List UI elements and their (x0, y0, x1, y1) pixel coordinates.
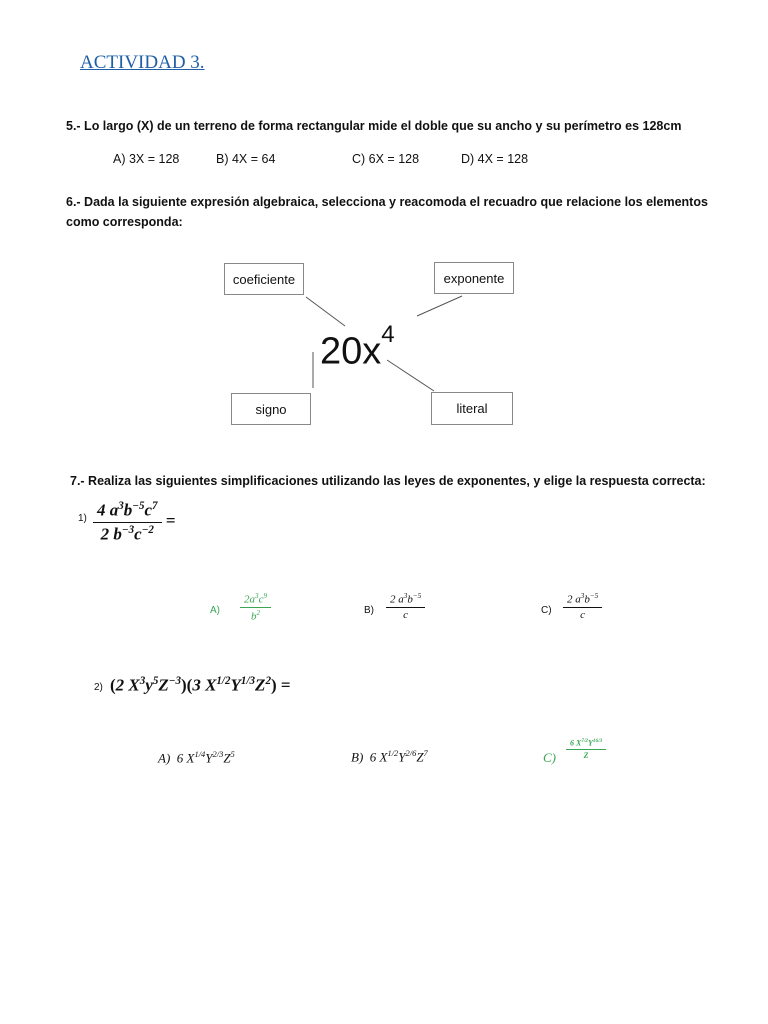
box-coeficiente[interactable]: coeficiente (224, 263, 304, 295)
algebraic-expression (320, 318, 395, 377)
question-6-text: 6.- Dada la siguiente expresión algebraica, selecciona y reacomoda el recuadro que relacione los elementos como corresponda: (66, 195, 708, 229)
q5-option-d[interactable]: D) 4X = 128 (461, 152, 529, 166)
expression-exponent: 4 (381, 321, 395, 348)
p2-option-c-label[interactable]: C) (543, 750, 556, 765)
q5-option-b[interactable]: B) 4X = 64 (216, 152, 276, 166)
box-exponente[interactable]: exponente (434, 262, 514, 294)
p2-option-c-expression[interactable]: $\frac{6 X^{7/2}Y^{16/3}}{Z}$ (566, 738, 606, 760)
p1-option-b-label[interactable]: B) (364, 605, 374, 616)
p1-option-a-expression[interactable]: $\frac{2a^3c^9}{b^2}$ (240, 592, 271, 622)
p1-option-c-label[interactable]: C) (541, 605, 552, 616)
problem-2-expression: (2 $X^3y^5Z^{-3})(3$ $X^{1/2}Y^{1/3}Z^2$) = (110, 675, 291, 695)
q5-option-c[interactable]: C) 6X = 128 (352, 152, 420, 166)
page-title: ACTIVIDAD 3. (80, 52, 205, 73)
p2-option-a[interactable]: A) 6 $X^{1/4}Y^{2/3}Z^5$ (158, 749, 235, 766)
q5-option-a[interactable]: A) 3X = 128 (113, 152, 180, 166)
question-5-text: 5.- Lo largo (X) de un terreno de forma rectangular mide el doble que su ancho y su perímetro es 128cm (66, 119, 682, 133)
problem-1-expression: $\frac{4 a^3b^{-5}c^7}{2 b^{-3}c^{-2}}$ = (93, 500, 176, 544)
p1-option-c-expression[interactable]: $\frac{2 a^3b^{-5}}{c}$ (563, 592, 602, 621)
problem-2-number: 2) (94, 682, 103, 693)
expression-base: 20x (320, 330, 382, 373)
p2-option-b-label: B) (351, 749, 364, 765)
problem-1-number: 1) (78, 513, 87, 524)
p2-option-b[interactable]: B) 6 $X^{1/2}Y^{2/6}Z^7$ (351, 748, 428, 765)
box-literal[interactable]: literal (431, 392, 513, 425)
p2-option-a-label: A) (158, 750, 171, 766)
question-7-text: 7.- Realiza las siguientes simplificaciones utilizando las leyes de exponentes, y elige la respuesta correcta: (70, 474, 706, 488)
box-signo[interactable]: signo (231, 393, 311, 425)
p1-option-a-label[interactable]: A) (210, 605, 220, 616)
line-exponente (417, 296, 462, 316)
p1-option-b-expression[interactable]: $\frac{2 a^3b^{-5}}{c}$ (386, 592, 425, 621)
